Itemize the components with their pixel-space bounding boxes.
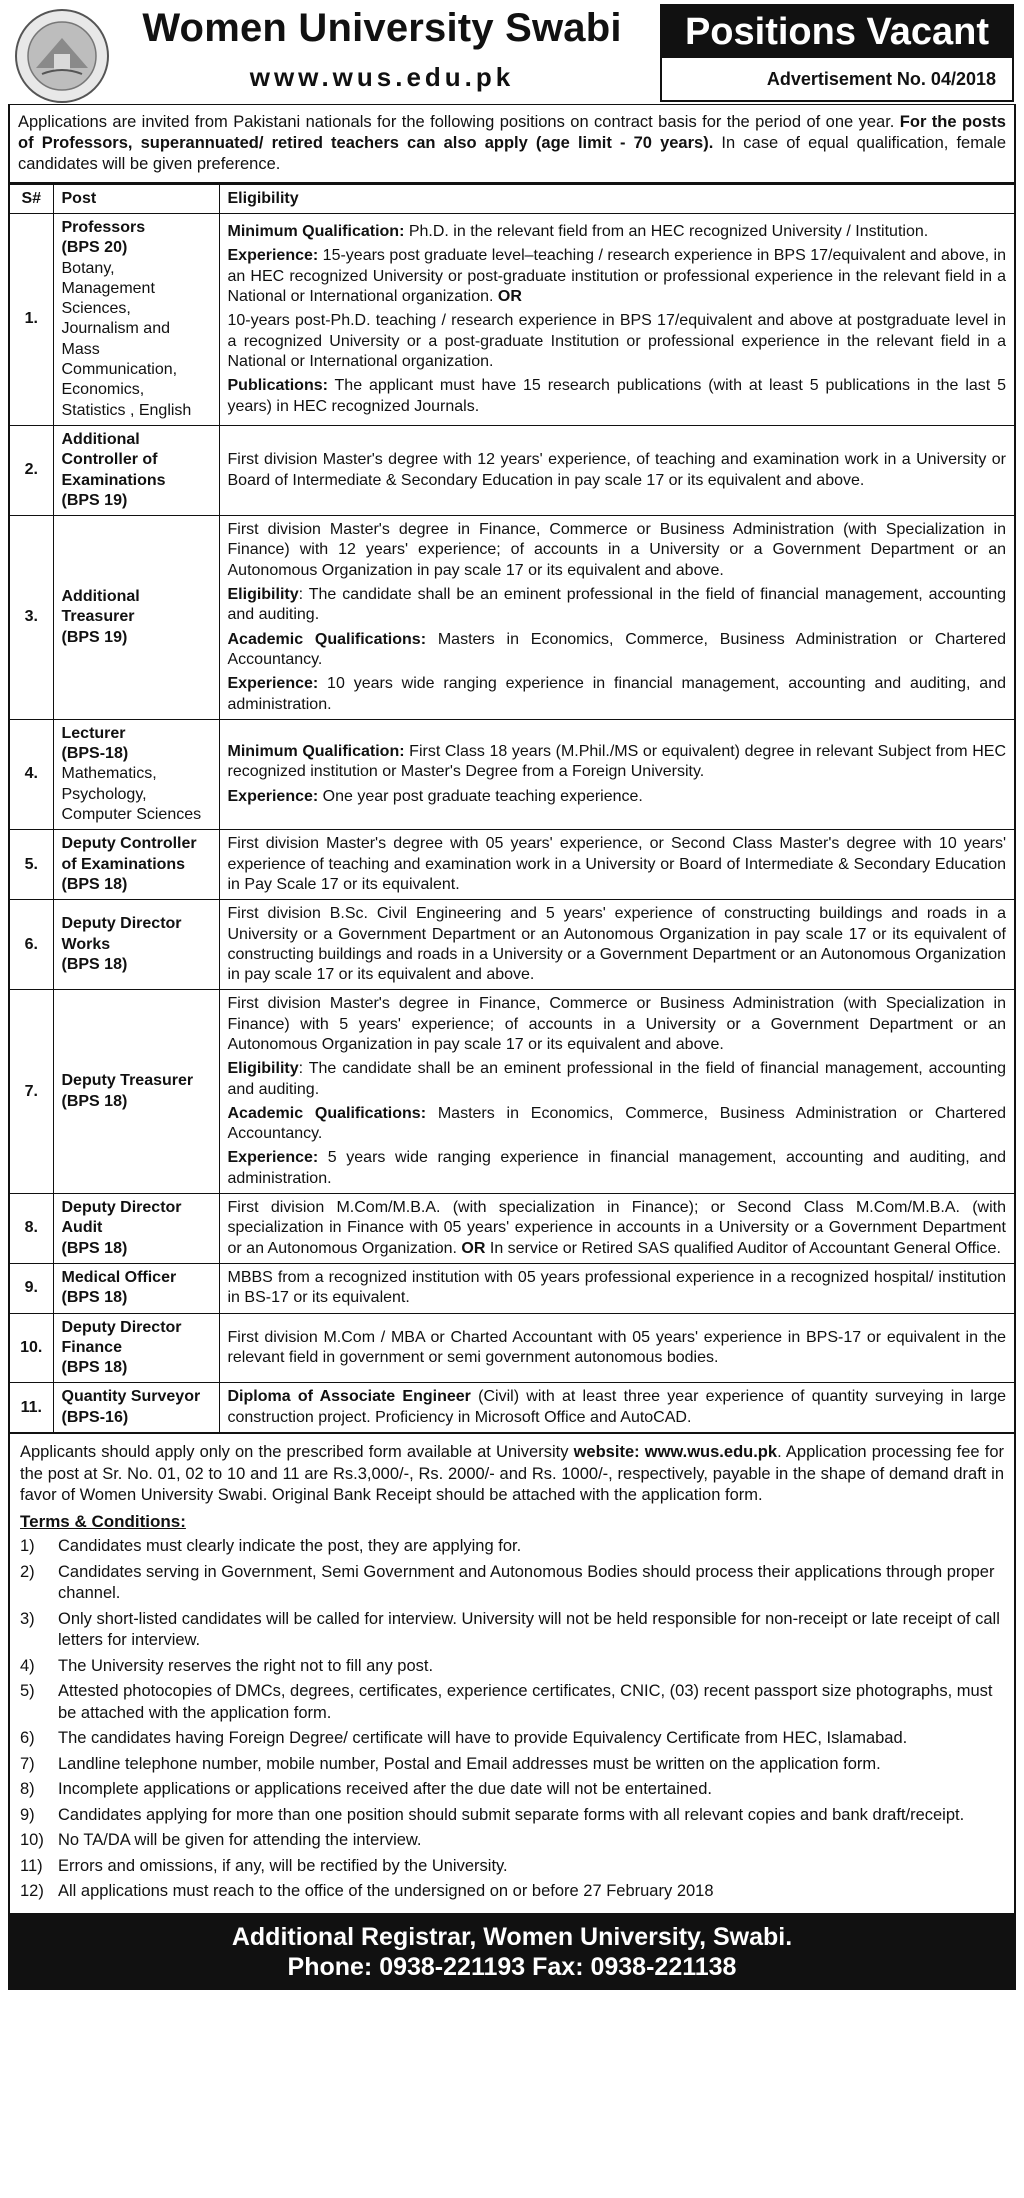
row-post — [53, 990, 219, 1194]
eligibility-text: MBBS from a recognized institution with 05 years professional experience in a recognized hospital/ institution in BS-17 or its equivalent. — [227, 1268, 1006, 1307]
row-post — [53, 214, 219, 426]
post-bps: (BPS 18) — [61, 875, 128, 893]
eligibility-text: 15-years post graduate level–teaching / research experience in BPS 17/equivalent and above, in an HEC recognized University or post-graduate institution or professional experience in the relevant field in a National or International organization. — [227, 247, 1006, 306]
post-name: Deputy Controller of Examinations — [61, 835, 197, 873]
row-eligibility — [219, 1313, 1015, 1383]
row-serial: 2. — [9, 425, 53, 515]
eligibility-paragraph — [228, 246, 1007, 307]
post-bps: (BPS 18) — [61, 1092, 128, 1110]
term-number: 6) — [20, 1729, 35, 1748]
table-row — [9, 830, 1015, 900]
post-subjects: Botany, Management Sciences, Journalism and Mass Communication, Economics, Statistics , English — [61, 259, 192, 419]
row-post — [53, 1263, 219, 1313]
post-bps: (BPS 19) — [61, 628, 128, 646]
post-bps: (BPS 18) — [61, 955, 128, 973]
eligibility-text: 5 years wide ranging experience in financial management, accounting and auditing, and administration. — [227, 1149, 1006, 1187]
list-item — [20, 1562, 1004, 1605]
term-number: 3) — [20, 1609, 35, 1628]
footer-contact: Phone: 0938-221193 Fax: 0938-221138 — [287, 1952, 737, 1981]
row-serial: 7. — [9, 990, 53, 1194]
apply-instructions — [20, 1442, 1004, 1507]
eligibility-or: OR — [497, 288, 522, 306]
advertisement-number: Advertisement No. 04/2018 — [766, 69, 996, 89]
row-serial: 6. — [9, 900, 53, 990]
term-text: Landline telephone number, mobile number, Postal and Email addresses must be written on the application form. — [58, 1754, 881, 1773]
term-text: All applications must reach to the office of the undersigned on or before 27 February 2018 — [58, 1882, 714, 1901]
post-bps: (BPS-16) — [61, 1408, 129, 1426]
list-item — [20, 1779, 1004, 1801]
term-text: Candidates applying for more than one position should submit separate forms with all relevant copies and bank draft/receipt. — [58, 1805, 965, 1824]
table-row — [9, 214, 1015, 426]
eligibility-paragraph — [228, 1328, 1007, 1369]
row-eligibility — [219, 425, 1015, 515]
header — [8, 0, 1016, 104]
eligibility-text: First division M.Com/M.B.A. (with specialization in Finance); or Second Class M.Com/M.B.A. (with specialization in Finance with 05 years' experience in accounts in a University or a Government Department or an Autonomous Organization. — [227, 1199, 1006, 1257]
eligibility-paragraph — [228, 630, 1007, 671]
term-text: Candidates serving in Government, Semi Government and Autonomous Bodies should process their applications through proper channel. — [58, 1562, 995, 1603]
positions-vacant-box — [660, 4, 1014, 102]
table-row — [9, 516, 1015, 720]
post-name: Professors — [61, 219, 146, 236]
row-eligibility — [219, 1383, 1015, 1433]
table-row — [9, 1313, 1015, 1383]
eligibility-lead: Eligibility — [227, 586, 299, 604]
term-number: 7) — [20, 1754, 35, 1773]
university-name: Women University Swabi — [142, 6, 622, 50]
row-eligibility — [219, 990, 1015, 1194]
eligibility-lead: Experience: — [227, 787, 319, 805]
terms-heading: Terms & Conditions: — [20, 1511, 186, 1531]
post-bps: (BPS 18) — [61, 1239, 128, 1257]
positions-vacant-title: Positions Vacant — [662, 6, 1012, 58]
row-serial: 10. — [9, 1313, 53, 1383]
term-text: Incomplete applications or applications received after the due date will not be entertained. — [58, 1780, 712, 1799]
eligibility-paragraph — [228, 787, 1007, 807]
term-number: 12) — [20, 1882, 44, 1901]
post-bps: (BPS-18) — [61, 745, 129, 763]
eligibility-lead: Experience: — [227, 675, 319, 693]
row-serial: 5. — [9, 830, 53, 900]
table-row — [9, 900, 1015, 990]
list-item — [20, 1754, 1004, 1776]
eligibility-paragraph — [228, 1198, 1007, 1259]
footer-office: Additional Registrar, Women University, Swabi. — [231, 1922, 793, 1951]
eligibility-lead: Minimum Qualification: — [227, 223, 405, 241]
table-header-row — [9, 185, 1015, 214]
eligibility-lead: Academic Qualifications: — [227, 1104, 427, 1122]
eligibility-lead: Publications: — [227, 377, 328, 395]
table-row — [9, 990, 1015, 1194]
term-text: Attested photocopies of DMCs, degrees, certificates, experience certificates, CNIC, (03) recent passport size photographs, must be attached with the application form. — [58, 1682, 993, 1722]
eligibility-paragraph — [228, 1387, 1007, 1428]
row-serial: 4. — [9, 719, 53, 829]
eligibility-paragraph — [228, 674, 1007, 715]
table-row — [9, 719, 1015, 829]
post-bps: (BPS 18) — [61, 1359, 128, 1377]
eligibility-text: Masters in Economics, Commerce, Business Administration or Chartered Accountancy. — [227, 630, 1006, 668]
eligibility-paragraph — [228, 585, 1007, 626]
table-row — [9, 1263, 1015, 1313]
term-text: Errors and omissions, if any, will be rectified by the University. — [58, 1856, 508, 1875]
term-text: The candidates having Foreign Degree/ certificate will have to provide Equivalency Certificate from HEC, Islamabad. — [58, 1729, 908, 1748]
positions-table — [8, 184, 1016, 1434]
footer-bar — [8, 1915, 1016, 1990]
table-body — [9, 214, 1015, 1434]
post-bps: (BPS 18) — [61, 1289, 128, 1307]
intro-text-a: Applications are invited from Pakistani nationals for the following positions on contract basis for the period of one year. — [18, 113, 900, 131]
list-item — [20, 1536, 1004, 1558]
intro-text-c: In case of equal qualification, female candidates will be given preference. — [18, 134, 1006, 173]
row-eligibility — [219, 1263, 1015, 1313]
row-eligibility — [219, 830, 1015, 900]
row-post — [53, 1194, 219, 1264]
row-serial: 1. — [9, 214, 53, 426]
row-eligibility — [219, 719, 1015, 829]
term-number: 2) — [20, 1562, 35, 1581]
row-post — [53, 830, 219, 900]
list-item — [20, 1805, 1004, 1827]
post-name: Lecturer — [61, 724, 126, 742]
term-text: Only short-listed candidates will be called for interview. University will not be held responsible for non-receipt or late receipt of call letters for interview. — [58, 1609, 1000, 1650]
row-post — [53, 1313, 219, 1383]
eligibility-paragraph — [228, 1148, 1007, 1189]
post-name: Deputy Director Audit — [61, 1199, 182, 1237]
eligibility-text: (Civil) with at least three year experience of quantity surveying in large construction project. Proficiency in Microsoft Office and AutoCAD. — [227, 1388, 1007, 1426]
university-website[interactable]: www.wus.edu.pk — [249, 62, 515, 92]
list-item — [20, 1856, 1004, 1878]
table-row — [9, 425, 1015, 515]
eligibility-paragraph — [228, 520, 1007, 581]
term-text: Candidates must clearly indicate the post, they are applying for. — [58, 1537, 522, 1556]
post-name: Additional Controller of Examinations — [61, 430, 166, 489]
row-eligibility — [219, 516, 1015, 720]
list-item — [20, 1881, 1004, 1903]
eligibility-text: Ph.D. in the relevant field from an HEC recognized University / Institution. — [404, 223, 929, 241]
list-item — [20, 1609, 1004, 1652]
eligibility-paragraph — [228, 450, 1007, 491]
row-serial: 8. — [9, 1194, 53, 1264]
eligibility-lead: Eligibility — [227, 1060, 299, 1078]
eligibility-text: Masters in Economics, Commerce, Business Administration or Chartered Accountancy. — [227, 1104, 1006, 1143]
eligibility-paragraph — [228, 742, 1007, 783]
eligibility-paragraph — [228, 1104, 1007, 1145]
eligibility-or: OR — [461, 1239, 486, 1257]
eligibility-paragraph — [228, 1268, 1007, 1309]
apply-text-b: . Application processing fee for the post at Sr. No. 01, 02 to 10 and 11 are Rs.3,000/-, Rs. 2000/- and Rs. 1000/-, respectively, payable in the shape of demand draft in favor of Women University Swabi. Original Bank Receipt should be attached with the application form. — [20, 1443, 1004, 1505]
post-name: Additional Treasurer — [61, 588, 140, 626]
eligibility-lead: Academic Qualifications: — [227, 630, 427, 648]
row-eligibility — [219, 900, 1015, 990]
eligibility-lead: Diploma of Associate Engineer — [227, 1388, 471, 1406]
term-number: 10) — [20, 1831, 44, 1850]
term-number: 4) — [20, 1656, 35, 1675]
eligibility-paragraph — [228, 904, 1007, 985]
eligibility-paragraph — [228, 311, 1007, 372]
apply-website[interactable]: website: www.wus.edu.pk — [573, 1443, 778, 1462]
list-item — [20, 1656, 1004, 1678]
post-bps: (BPS 20) — [61, 239, 128, 257]
post-name: Medical Officer — [61, 1268, 177, 1286]
row-post — [53, 1383, 219, 1433]
table-row — [9, 1383, 1015, 1433]
post-name: Deputy Treasurer — [61, 1072, 194, 1090]
eligibility-text: : The candidate shall be an eminent professional in the field of financial management, accounting and auditing. — [227, 1060, 1006, 1098]
table-row — [9, 1194, 1015, 1264]
post-name: Deputy Director Works — [61, 915, 182, 953]
list-item — [20, 1728, 1004, 1750]
eligibility-paragraph — [228, 376, 1007, 417]
eligibility-paragraph — [228, 994, 1007, 1055]
row-post — [53, 425, 219, 515]
row-post — [53, 516, 219, 720]
eligibility-text: The applicant must have 15 research publications (with at least 5 publications in the last 5 years) in HEC recognized Journals. — [227, 377, 1006, 415]
row-post — [53, 900, 219, 990]
eligibility-text: 10-years post-Ph.D. teaching / research experience in BPS 17/equivalent and above at postgraduate level in a recognized University or a post-graduate Institution or professional experience in the relevant field in a National or International organization. — [227, 312, 1006, 370]
post-name: Quantity Surveyor — [61, 1388, 201, 1406]
eligibility-text: : The candidate shall be an eminent professional in the field of financial management, accounting and auditing. — [227, 586, 1006, 624]
eligibility-lead: Experience: — [227, 247, 319, 265]
row-serial: 9. — [9, 1263, 53, 1313]
university-seal-icon — [14, 8, 110, 104]
term-number: 11) — [20, 1856, 43, 1875]
post-bps: (BPS 19) — [61, 491, 128, 509]
header-post: Post — [53, 185, 219, 214]
row-serial: 11. — [9, 1383, 53, 1433]
post-subjects: Mathematics, Psychology, Computer Sciences — [61, 765, 202, 824]
eligibility-text: 10 years wide ranging experience in financial management, accounting and auditing, and administration. — [227, 675, 1006, 713]
list-item — [20, 1681, 1004, 1724]
eligibility-text: One year post graduate teaching experience. — [318, 787, 643, 805]
term-number: 9) — [20, 1805, 35, 1824]
eligibility-text: First Class 18 years (M.Phil./MS or equivalent) degree in relevant Subject from HEC recognized institution or Master's Degree from a Foreign University. — [227, 743, 1007, 781]
term-number: 5) — [20, 1682, 35, 1701]
eligibility-text: First division Master's degree in Finance, Commerce or Business Administration (with Specialization in Finance) with 5 years' experience; of accounts in a University or a Government Department or an Autonomous Organization in pay scale 17 or its equivalent and above. — [227, 995, 1006, 1053]
apply-text-a: Applicants should apply only on the prescribed form available at University — [20, 1443, 574, 1462]
eligibility-paragraph — [228, 222, 1007, 242]
header-sn: S# — [9, 185, 53, 214]
eligibility-text: First division B.Sc. Civil Engineering and 5 years' experience of constructing buildings and roads in a University or a Government Department or an Autonomous Organization in pay scale 17 or its equivalent of constructing buildings and roads in a University or a Government Department or an Autonomous Organization in pay scale 17 or its equivalent and above. — [227, 905, 1006, 984]
eligibility-text: First division Master's degree in Finance, Commerce or Business Administration (with Specialization in Finance) with 12 years' experience; of accounts in a University or a Government Department or an Autonomous Organization in pay scale 17 or its equivalent and above. — [227, 521, 1006, 579]
row-eligibility — [219, 214, 1015, 426]
eligibility-lead: Experience: — [227, 1149, 319, 1167]
eligibility-paragraph — [228, 1059, 1007, 1100]
list-item — [20, 1830, 1004, 1852]
intro-paragraph — [8, 104, 1016, 184]
eligibility-lead: Minimum Qualification: — [227, 743, 405, 761]
eligibility-text: First division Master's degree with 05 years' experience, or Second Class Master's degree with 10 years' experience of teaching and examination work in a University or Board of Intermediate & Secondary Education in Pay Scale 17 or its equivalent. — [227, 835, 1006, 893]
term-text: The University reserves the right not to fill any post. — [58, 1656, 434, 1675]
advertisement-page — [8, 0, 1016, 1990]
intro-text-b: For the posts of Professors, superannuated/ retired teachers can also apply (age limit - 70 years). — [18, 113, 1006, 152]
row-post — [53, 719, 219, 829]
eligibility-text: First division Master's degree with 12 years' experience, of teaching and examination work in a University or Board of Intermediate & Secondary Education in pay scale 17 or its equivalent and above. — [227, 451, 1006, 489]
row-eligibility — [219, 1194, 1015, 1264]
term-number: 8) — [20, 1780, 35, 1799]
terms-list — [20, 1536, 1004, 1903]
header-eligibility: Eligibility — [219, 185, 1015, 214]
row-serial: 3. — [9, 516, 53, 720]
eligibility-paragraph — [228, 834, 1007, 895]
term-text: No TA/DA will be given for attending the interview. — [58, 1831, 422, 1850]
notes-section — [8, 1434, 1016, 1915]
eligibility-text-after: In service or Retired SAS qualified Auditor of Accountant General Office. — [485, 1239, 1001, 1257]
term-number: 1) — [20, 1537, 35, 1556]
post-name: Deputy Director Finance — [61, 1318, 182, 1356]
eligibility-text: First division M.Com / MBA or Charted Accountant with 05 years' experience in BPS-17 or equivalent in the relevant field in government or semi government autonomous bodies. — [227, 1328, 1006, 1366]
